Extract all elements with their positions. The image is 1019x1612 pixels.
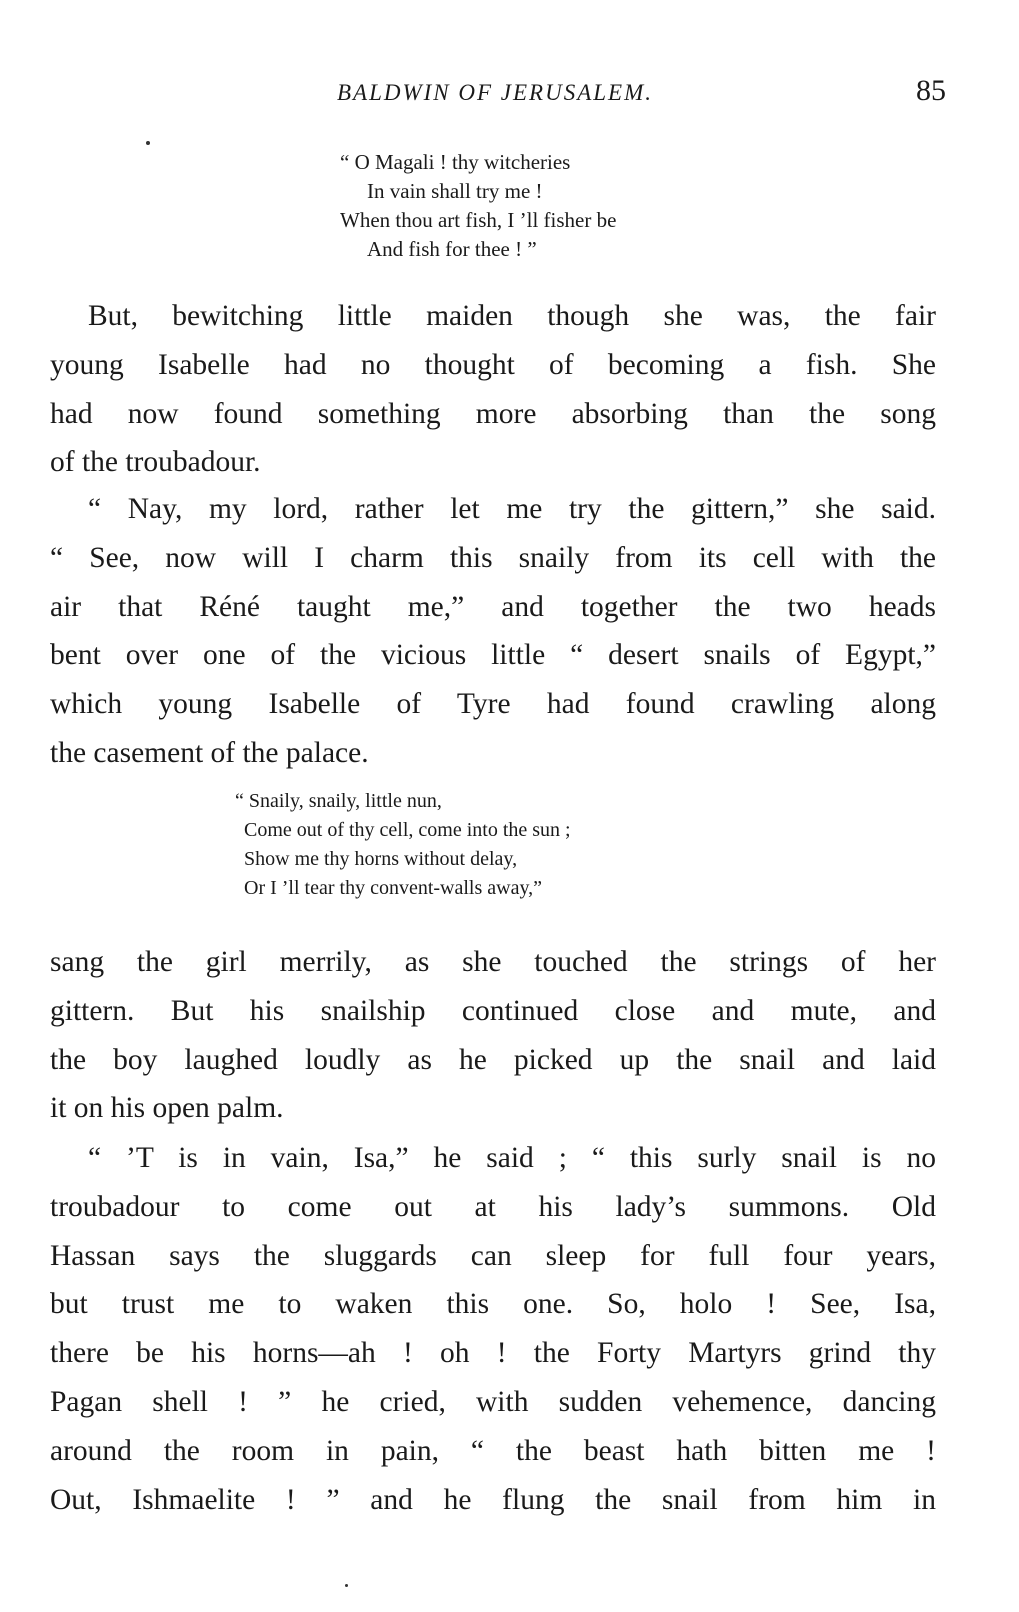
text-line: air that Réné taught me,” and together the two heads [50, 590, 936, 623]
print-speck [345, 1584, 348, 1587]
verse-line: “ O Magali ! thy witcheries [340, 150, 571, 174]
text-line: troubadour to come out at his lady’s summons. Old [50, 1190, 936, 1223]
verse-line: Come out of thy cell, come into the sun ; [244, 819, 571, 841]
text-line: But, bewitching little maiden though she was, the fair [88, 300, 936, 332]
text-line: “ See, now will I charm this snaily from its cell with the [50, 541, 936, 574]
text-line: bent over one of the vicious little “ desert snails of Egypt,” [50, 639, 936, 672]
paragraph-gittern [50, 485, 936, 778]
verse-quatrain-magali [340, 148, 616, 264]
text-line: “ ’T is in vain, Isa,” he said ; “ this surly snail is no [88, 1142, 936, 1174]
text-line: Out, Ishmaelite ! ” and he flung the snail from him in [50, 1483, 936, 1516]
verse-line: In vain shall try me ! [367, 179, 543, 203]
paragraph-tis-in-vain [50, 1134, 936, 1524]
text-line: Hassan says the sluggards can sleep for full four years, [50, 1239, 936, 1272]
verse-line: Show me thy horns without delay, [244, 848, 518, 870]
text-line: gittern. But his snailship continued close and mute, and [50, 994, 936, 1027]
text-line: sang the girl merrily, as she touched the strings of her [50, 946, 936, 978]
paragraph-bewitching [50, 292, 936, 487]
verse-line: “ Snaily, snaily, little nun, [235, 790, 442, 812]
running-head [50, 72, 946, 112]
verse-line: Or I ’ll tear thy convent-walls away,” [244, 877, 543, 899]
verse-line: When thou art fish, I ’ll fisher be [340, 208, 617, 232]
text-line: young Isabelle had no thought of becoming a fish. She [50, 348, 936, 381]
text-line: which young Isabelle of Tyre had found crawling along [50, 688, 936, 721]
text-line: but trust me to waken this one. So, holo ! See, Isa, [50, 1288, 936, 1321]
print-speck [146, 141, 150, 145]
text-line: “ Nay, my lord, rather let me try the gittern,” she said. [88, 493, 936, 525]
verse-line: And fish for thee ! ” [367, 237, 537, 261]
text-line: of the troubadour. [50, 446, 261, 479]
text-line: the casement of the palace. [50, 736, 369, 769]
verse-quatrain-snaily [235, 787, 571, 903]
page-number: 85 [916, 74, 946, 107]
paragraph-sang-the-girl [50, 938, 936, 1133]
text-line: the boy laughed loudly as he picked up the snail and laid [50, 1043, 936, 1076]
text-line: around the room in pain, “ the beast hath bitten me ! [50, 1434, 936, 1467]
text-line: there be his horns—ah ! oh ! the Forty Martyrs grind thy [50, 1337, 936, 1370]
running-title: BALDWIN OF JERUSALEM. [336, 80, 654, 105]
text-line: Pagan shell ! ” he cried, with sudden vehemence, dancing [50, 1385, 936, 1418]
text-line: had now found something more absorbing than the song [50, 397, 936, 430]
text-line: it on his open palm. [50, 1092, 284, 1125]
